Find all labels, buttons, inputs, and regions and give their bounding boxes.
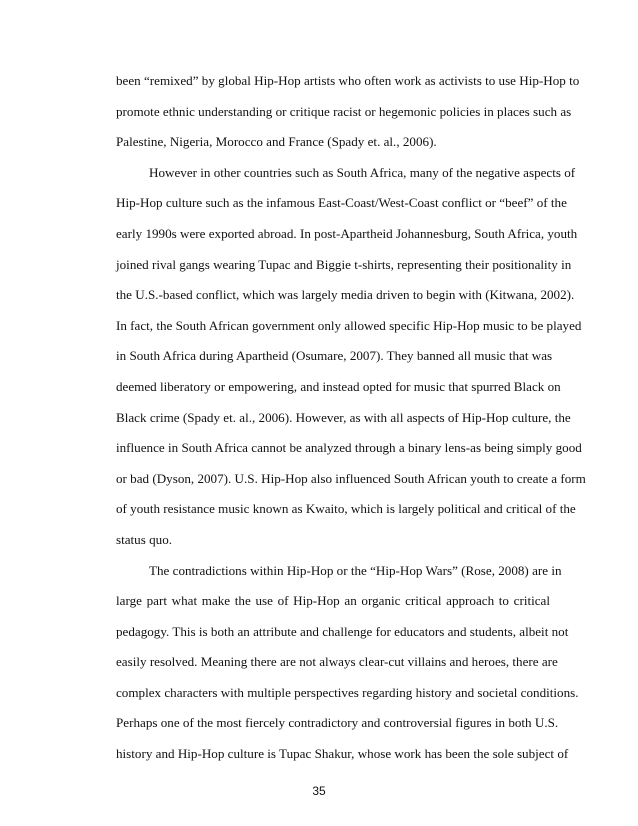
text-line: been “remixed” by global Hip-Hop artists who often work as activists to use Hip-Hop to [116, 73, 580, 88]
text-line: Perhaps one of the most fiercely contradictory and controversial figures in both U.S. [116, 715, 559, 731]
paragraph-last-line: status quo. [116, 531, 173, 547]
text-line: Hip-Hop culture such as the infamous East-Coast/West-Coast conflict or “beef” of the [116, 195, 567, 211]
text-line: deemed liberatory or empowering, and instead opted for music that spurred Black on [116, 378, 561, 394]
text-line: of youth resistance music known as Kwaito, which is largely political and critical of the [116, 501, 576, 517]
text-line: or bad (Dyson, 2007). U.S. Hip-Hop also influenced South African youth to create a form [116, 470, 586, 486]
paragraph-first-line: The contradictions within Hip-Hop or the “Hip-Hop Wars” (Rose, 2008) are in [149, 562, 562, 578]
text-line: Black crime (Spady et. al., 2006). However, as with all aspects of Hip-Hop culture, the [116, 409, 571, 425]
paragraph-first-line: However in other countries such as South Africa, many of the negative aspects of [149, 164, 576, 180]
text-line: complex characters with multiple perspectives regarding history and societal conditions. [116, 684, 579, 700]
text-line: history and Hip-Hop culture is Tupac Shakur, whose work has been the sole subject of [116, 746, 569, 762]
page-number: 35 [312, 784, 326, 798]
text-line: influence in South Africa cannot be analyzed through a binary lens-as being simply good [116, 440, 582, 456]
text-line: early 1990s were exported abroad. In post-Apartheid Johannesburg, South Africa, youth [116, 225, 578, 241]
text-line: large part what make the use of Hip-Hop an organic critical approach to critical [116, 593, 550, 609]
text-line: in South Africa during Apartheid (Osumare, 2007). They banned all music that was [116, 348, 553, 364]
paragraph-last-line: Palestine, Nigeria, Morocco and France (Spady et. al., 2006). [116, 134, 437, 150]
body-text [116, 66, 586, 770]
text-line: pedagogy. This is both an attribute and challenge for educators and students, albeit not [116, 623, 569, 639]
text-line: easily resolved. Meaning there are not always clear-cut villains and heroes, there are [116, 654, 558, 670]
text-line: the U.S.-based conflict, which was largely media driven to begin with (Kitwana, 2002). [116, 287, 575, 303]
text-line: joined rival gangs wearing Tupac and Biggie t-shirts, representing their positionality in [116, 256, 572, 272]
text-line: In fact, the South African government only allowed specific Hip-Hop music to be played [116, 317, 582, 333]
text-line: promote ethnic understanding or critique racist or hegemonic policies in places such as [116, 103, 572, 119]
